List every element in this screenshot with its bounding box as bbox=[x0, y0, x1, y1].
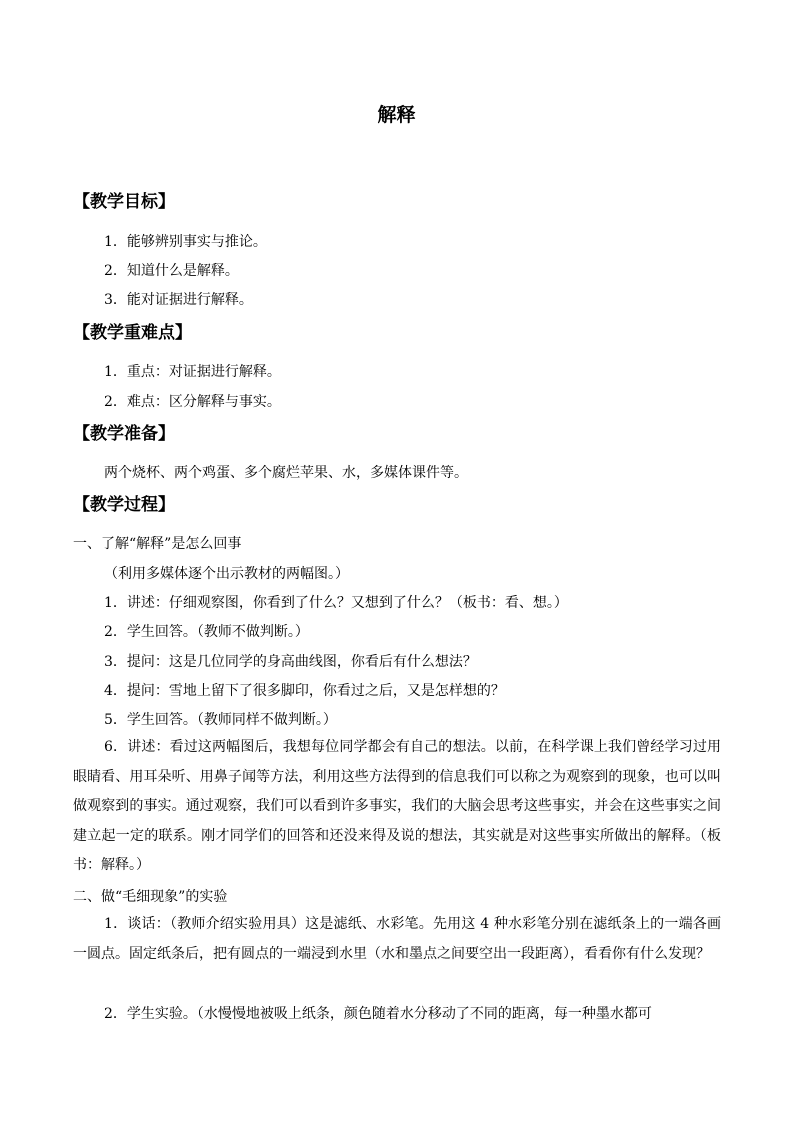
goal-item: 3．能对证据进行解释。 bbox=[104, 292, 253, 308]
keypoint-item: 2．难点：区分解释与事实。 bbox=[104, 394, 281, 410]
part2-item-2-paragraph: 2．学生实验。（水慢慢地被吸上纸条，颜色随着水分移动了不同的距离，每一种墨水都可 bbox=[104, 1006, 652, 1022]
preparation-text: 两个烧杯、两个鸡蛋、多个腐烂苹果、水，多媒体课件等。 bbox=[104, 465, 468, 481]
part1-note: （利用多媒体逐个出示教材的两幅图。） bbox=[104, 566, 349, 582]
page-title: 解释 bbox=[377, 104, 416, 126]
part2-title: 二、做“毛细现象”的实验 bbox=[73, 889, 228, 905]
part1-item-6-paragraph: 6．讲述：看过这两幅图后，我想每位同学都会有自己的想法。以前，在科学课上我们曾经学习过用眼睛看、用耳朵听、用鼻子闻等方法，利用这些方法得到的信息我们可以称之为观察到的现象，也可以叫做观察到的事实。通过观察，我们可以看到许多事实，我们的大脑会思考这些事实，并会在这些事实之间建立起一定的联系。刚才同学们的回答和还没来得及说的想法，其实就是对这些事实所做出的解释。（板书：解释。） bbox=[73, 739, 721, 873]
part2-item-1-paragraph: 1．谈话：（教师介绍实验用具）这是滤纸、水彩笔。先用这 4 种水彩笔分别在滤纸条上的一端各画一圆点。固定纸条后，把有圆点的一端浸到水里（水和墨点之间要空出一段距离），看看你有什么发现？ bbox=[73, 916, 721, 962]
part1-item: 3．提问：这是几位同学的身高曲线图，你看后有什么想法？ bbox=[104, 654, 477, 670]
part1-item: 5．学生回答。（教师同样不做判断。） bbox=[104, 712, 337, 728]
part1-item: 4．提问：雪地上留下了很多脚印，你看过之后，又是怎样想的？ bbox=[104, 683, 505, 699]
heading-key-points: 【教学重难点】 bbox=[73, 323, 192, 343]
part1-item: 1．讲述：仔细观察图，你看到了什么？又想到了什么？（板书：看、想。） bbox=[104, 595, 568, 611]
goal-item: 2．知道什么是解释。 bbox=[104, 263, 239, 279]
part1-item: 2．学生回答。（教师不做判断。） bbox=[104, 624, 309, 640]
goal-item: 1．能够辨别事实与推论。 bbox=[104, 234, 267, 250]
heading-teaching-process: 【教学过程】 bbox=[73, 495, 175, 515]
heading-preparation: 【教学准备】 bbox=[73, 424, 175, 444]
keypoint-item: 1．重点：对证据进行解释。 bbox=[104, 364, 281, 380]
part1-title: 一、了解“解释”是怎么回事 bbox=[73, 536, 242, 552]
heading-teaching-goals: 【教学目标】 bbox=[73, 192, 175, 212]
